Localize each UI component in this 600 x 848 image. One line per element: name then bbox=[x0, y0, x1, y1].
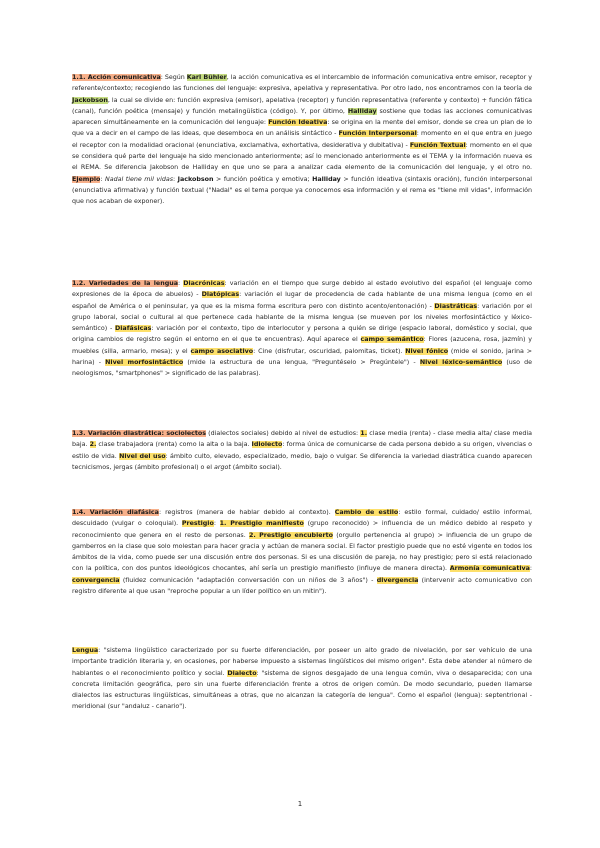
italic-text: Nadal tiene mil vidas bbox=[105, 175, 174, 183]
body-text: (fluidez comunicación "adaptación conversación con un niños de 3 años") - bbox=[119, 576, 377, 584]
term-highlight: Diatópicas bbox=[201, 291, 240, 299]
term-highlight: 1. bbox=[360, 430, 368, 437]
author-highlight: Halliday bbox=[347, 107, 377, 115]
term-highlight: divergencia bbox=[376, 576, 419, 584]
term-highlight: Nivel léxico-semántico bbox=[419, 359, 503, 367]
term-highlight: Dialecto bbox=[227, 669, 257, 677]
body-text: : bbox=[173, 175, 178, 183]
body-text: (ámbito social). bbox=[230, 463, 282, 471]
term-highlight: Diacrónicas bbox=[183, 280, 225, 287]
author-highlight: Jackobson bbox=[72, 96, 108, 104]
body-text: : "sistema lingüístico caracterizado por su fuerte diferenciación, por poseer un alto grado de nivelación, por ser vehículo de una importante tradición literaria y, en ocasiones, por haberse impuesto a sistemas lingüísticos del mismo origen". Esta debe atender al número de hablantes o el reconocimiento político y social. bbox=[72, 647, 532, 677]
term-highlight: Idiolecto bbox=[251, 441, 283, 449]
body-text: : bbox=[529, 565, 532, 573]
term-highlight: Diastráticas bbox=[434, 302, 478, 310]
section-heading-highlight: Ejemplo bbox=[72, 175, 101, 183]
term-highlight: Función Interpersonal bbox=[338, 130, 417, 138]
section-variacion-diafasica bbox=[72, 507, 532, 597]
term-highlight: 2. bbox=[89, 441, 97, 449]
term-highlight: 2. Prestigio encubierto bbox=[248, 531, 333, 539]
section-heading-highlight: 1.2. Variedades de la lengua bbox=[72, 280, 178, 287]
body-text: : estilo formal, cuidado/ estilo informal, descuidado (vulgar o coloquial). bbox=[72, 509, 532, 528]
bold-text: Halliday bbox=[312, 175, 341, 183]
body-text: : momento en el que se considera qué parte del lenguaje ha sido mencionado anteriormente; así lo mencionado anteriormente es el TEMA y la información nueva es el REMA. Se diferencia Jakobson de Halliday en que uno se para a analizar cada elemento de la comunicación del lenguaje, y el otro no. bbox=[72, 141, 532, 172]
body-text: clase media (renta) - clase media alta/ clase media baja. bbox=[72, 430, 533, 449]
bold-text: Jackobson bbox=[177, 175, 214, 183]
body-text: (orgullo pertenencia al grupo) > influencia de un grupo de gamberros en la clase que solo molestan para hacer gracia y actúan de manera social. El factor prestigio puede que no esté vigente en todos los ámbitos de la vida, como puede ser una discusión entre dos personas. Si es una discusión de pareja, no hay prestigio; pero si está relacionado con la política, con dos puntos ideológicos chocantes, ahí sería un prestigio manifiesto (influye de manera directa). bbox=[72, 531, 532, 573]
section-heading-highlight: 1.4. Variación diafásica bbox=[72, 509, 159, 516]
body-text: (mide el sonido, jarina > harina) - bbox=[72, 347, 532, 367]
body-text: , la cual se divide en: función expresiva (emisor), apelativa (receptor) y función representativa (referente y contexto) + función fática (canal), función poética (mensaje) y función metalingüística (código). Y, por último, bbox=[72, 96, 532, 115]
body-text: : momento en el que entra en juego el receptor con la modalidad oracional (enunciativa, exclamativa, exhortativa, desiderativa y dubitativa) - bbox=[72, 130, 532, 149]
body-text: (grupo reconocido) > influencia de un médico debido al respeto y reconocimiento que genera en el resto de personas. bbox=[72, 520, 532, 539]
section-heading-highlight: 1.1. Acción comunicativa bbox=[72, 74, 161, 81]
body-text: : variación por el grupo laboral, social o cultural al que pertenece cada hablante de la misma lengua (se mueven por los niveles morfosintáctico y léxico-semántico) - bbox=[72, 302, 533, 333]
body-text: : ámbito culto, elevado, especializado, medio, bajo o vulgar. Se diferencia la variedad diastrática cuando aparecen tecnicismos, jergas (ámbito profesional) o el bbox=[72, 452, 533, 471]
body-text: , la acción comunicativa es el intercambio de información comunicativa entre emisor, receptor y referente/contexto; recogiendo las funciones del lenguaje: expresiva, apelativa y representativa. Por otro lado, nos encontramos con la teoría de bbox=[72, 74, 532, 93]
body-text: (mide la estructura de una lengua, "Preguntéselo > Pregúntele") - bbox=[183, 359, 420, 367]
term-highlight: Prestigio bbox=[181, 520, 214, 528]
term-highlight: campo asociativo bbox=[190, 347, 254, 355]
section-variedades-lengua bbox=[72, 278, 532, 380]
term-highlight: Diafásicas bbox=[115, 325, 152, 333]
body-text: sostiene que todas las acciones comunicativas aparecen simultáneamente en la comunicación del lenguaje: bbox=[72, 107, 532, 127]
section-accion-comunicativa bbox=[72, 72, 532, 208]
body-text: (intervenir acto comunicativo con registro diferente al que usan "reproche popular a un líder político en un mitin"). bbox=[72, 576, 533, 596]
body-text: : se origina en la mente del emisor, donde se crea un plan de lo que va a decir en el campo de las ideas, que desemboca en un análisis sintáctico - bbox=[72, 119, 532, 138]
body-text: : variación por el contexto, tipo de interlocutor y persona a quién se dirige (espacio laboral, doméstico y social, que origina cambios de registro según el entorno en el que te encuentras). Aquí aparece el bbox=[72, 325, 533, 344]
body-text: (dialectos sociales) debido al nivel de estudios: bbox=[206, 430, 361, 437]
body-text: : variación en el tiempo que surge debido al estado evolutivo del español (el lenguaje como expresiones de la época de abuelos) - bbox=[72, 280, 532, 299]
section-lengua-dialecto bbox=[72, 645, 532, 713]
term-highlight: Función Textual bbox=[409, 141, 466, 149]
body-text: : bbox=[100, 175, 105, 183]
page-number: 1 bbox=[297, 800, 303, 808]
body-text: > función poética y emotiva; bbox=[213, 175, 313, 183]
body-text: : variación el lugar de procedencia de cada hablante de una misma lengua (como en el español de América o el peninsular, ya que es la misma forma escritura pero con distinto acento/entonación) - bbox=[72, 291, 532, 310]
term-highlight: convergencia bbox=[72, 576, 120, 584]
term-highlight: campo semántico bbox=[360, 336, 424, 344]
term-highlight: Nivel del uso bbox=[119, 452, 166, 460]
body-text: : Cine (disfrutar, oscuridad, palomitas, ticket). bbox=[253, 347, 406, 355]
body-text: : bbox=[177, 280, 184, 287]
term-highlight: Cambio de estilo bbox=[334, 509, 399, 516]
body-text: : bbox=[213, 520, 220, 528]
term-highlight: 1. Prestigio manifiesto bbox=[219, 520, 304, 528]
body-text: (uso de neologismos, "smartphones" > significado de las palabras). bbox=[72, 359, 532, 378]
author-highlight: Karl Bühler bbox=[186, 74, 227, 81]
body-text: : forma única de comunicarse de cada persona debido a su origen, vivencias o estilo de vida. bbox=[72, 441, 533, 460]
section-variacion-diastratica bbox=[72, 428, 532, 473]
body-text: : "sistema de signos desgajado de una lengua común, viva o desaparecida; con una concreta limitación geográfica, pero sin una fuerte diferenciación frente a otros de origen común. De modo secundario, pueden llamarse dialectos las estructuras lingüísticas, simultáneas a otras, que no alcanzan la categoría de lengua". Como el español (lengua): septentrional - meridional (sur "andaluz - canario"). bbox=[72, 669, 532, 711]
body-text: : Flores (azucena, rosa, jazmín) y muebles (silla, armario, mesa); y el bbox=[72, 336, 532, 355]
term-highlight: Armonía comunicativa bbox=[449, 565, 530, 573]
body-text: : registros (manera de hablar debido al contexto). bbox=[158, 509, 335, 516]
italic-text: argot bbox=[214, 463, 231, 471]
section-heading-highlight: 1.3. Variación diastrática: sociolectos bbox=[72, 430, 207, 437]
term-highlight: Nivel morfosintáctico bbox=[105, 359, 184, 367]
body-text: > función ideativa (sintaxis oración), función interpersonal (enunciativa afirmativa) y función textual ("Nadal" es el tema porque ya conocemos esa información y el rema es "tiene mil vidas", información que nos acaban de exponer). bbox=[72, 175, 532, 206]
term-highlight: Lengua bbox=[72, 647, 99, 654]
term-highlight: Nivel fónico bbox=[405, 347, 449, 355]
term-highlight: Función Ideativa bbox=[268, 119, 328, 127]
body-text: : Según bbox=[160, 74, 187, 81]
body-text: clase trabajadora (renta) como la alta o la baja. bbox=[96, 441, 252, 449]
